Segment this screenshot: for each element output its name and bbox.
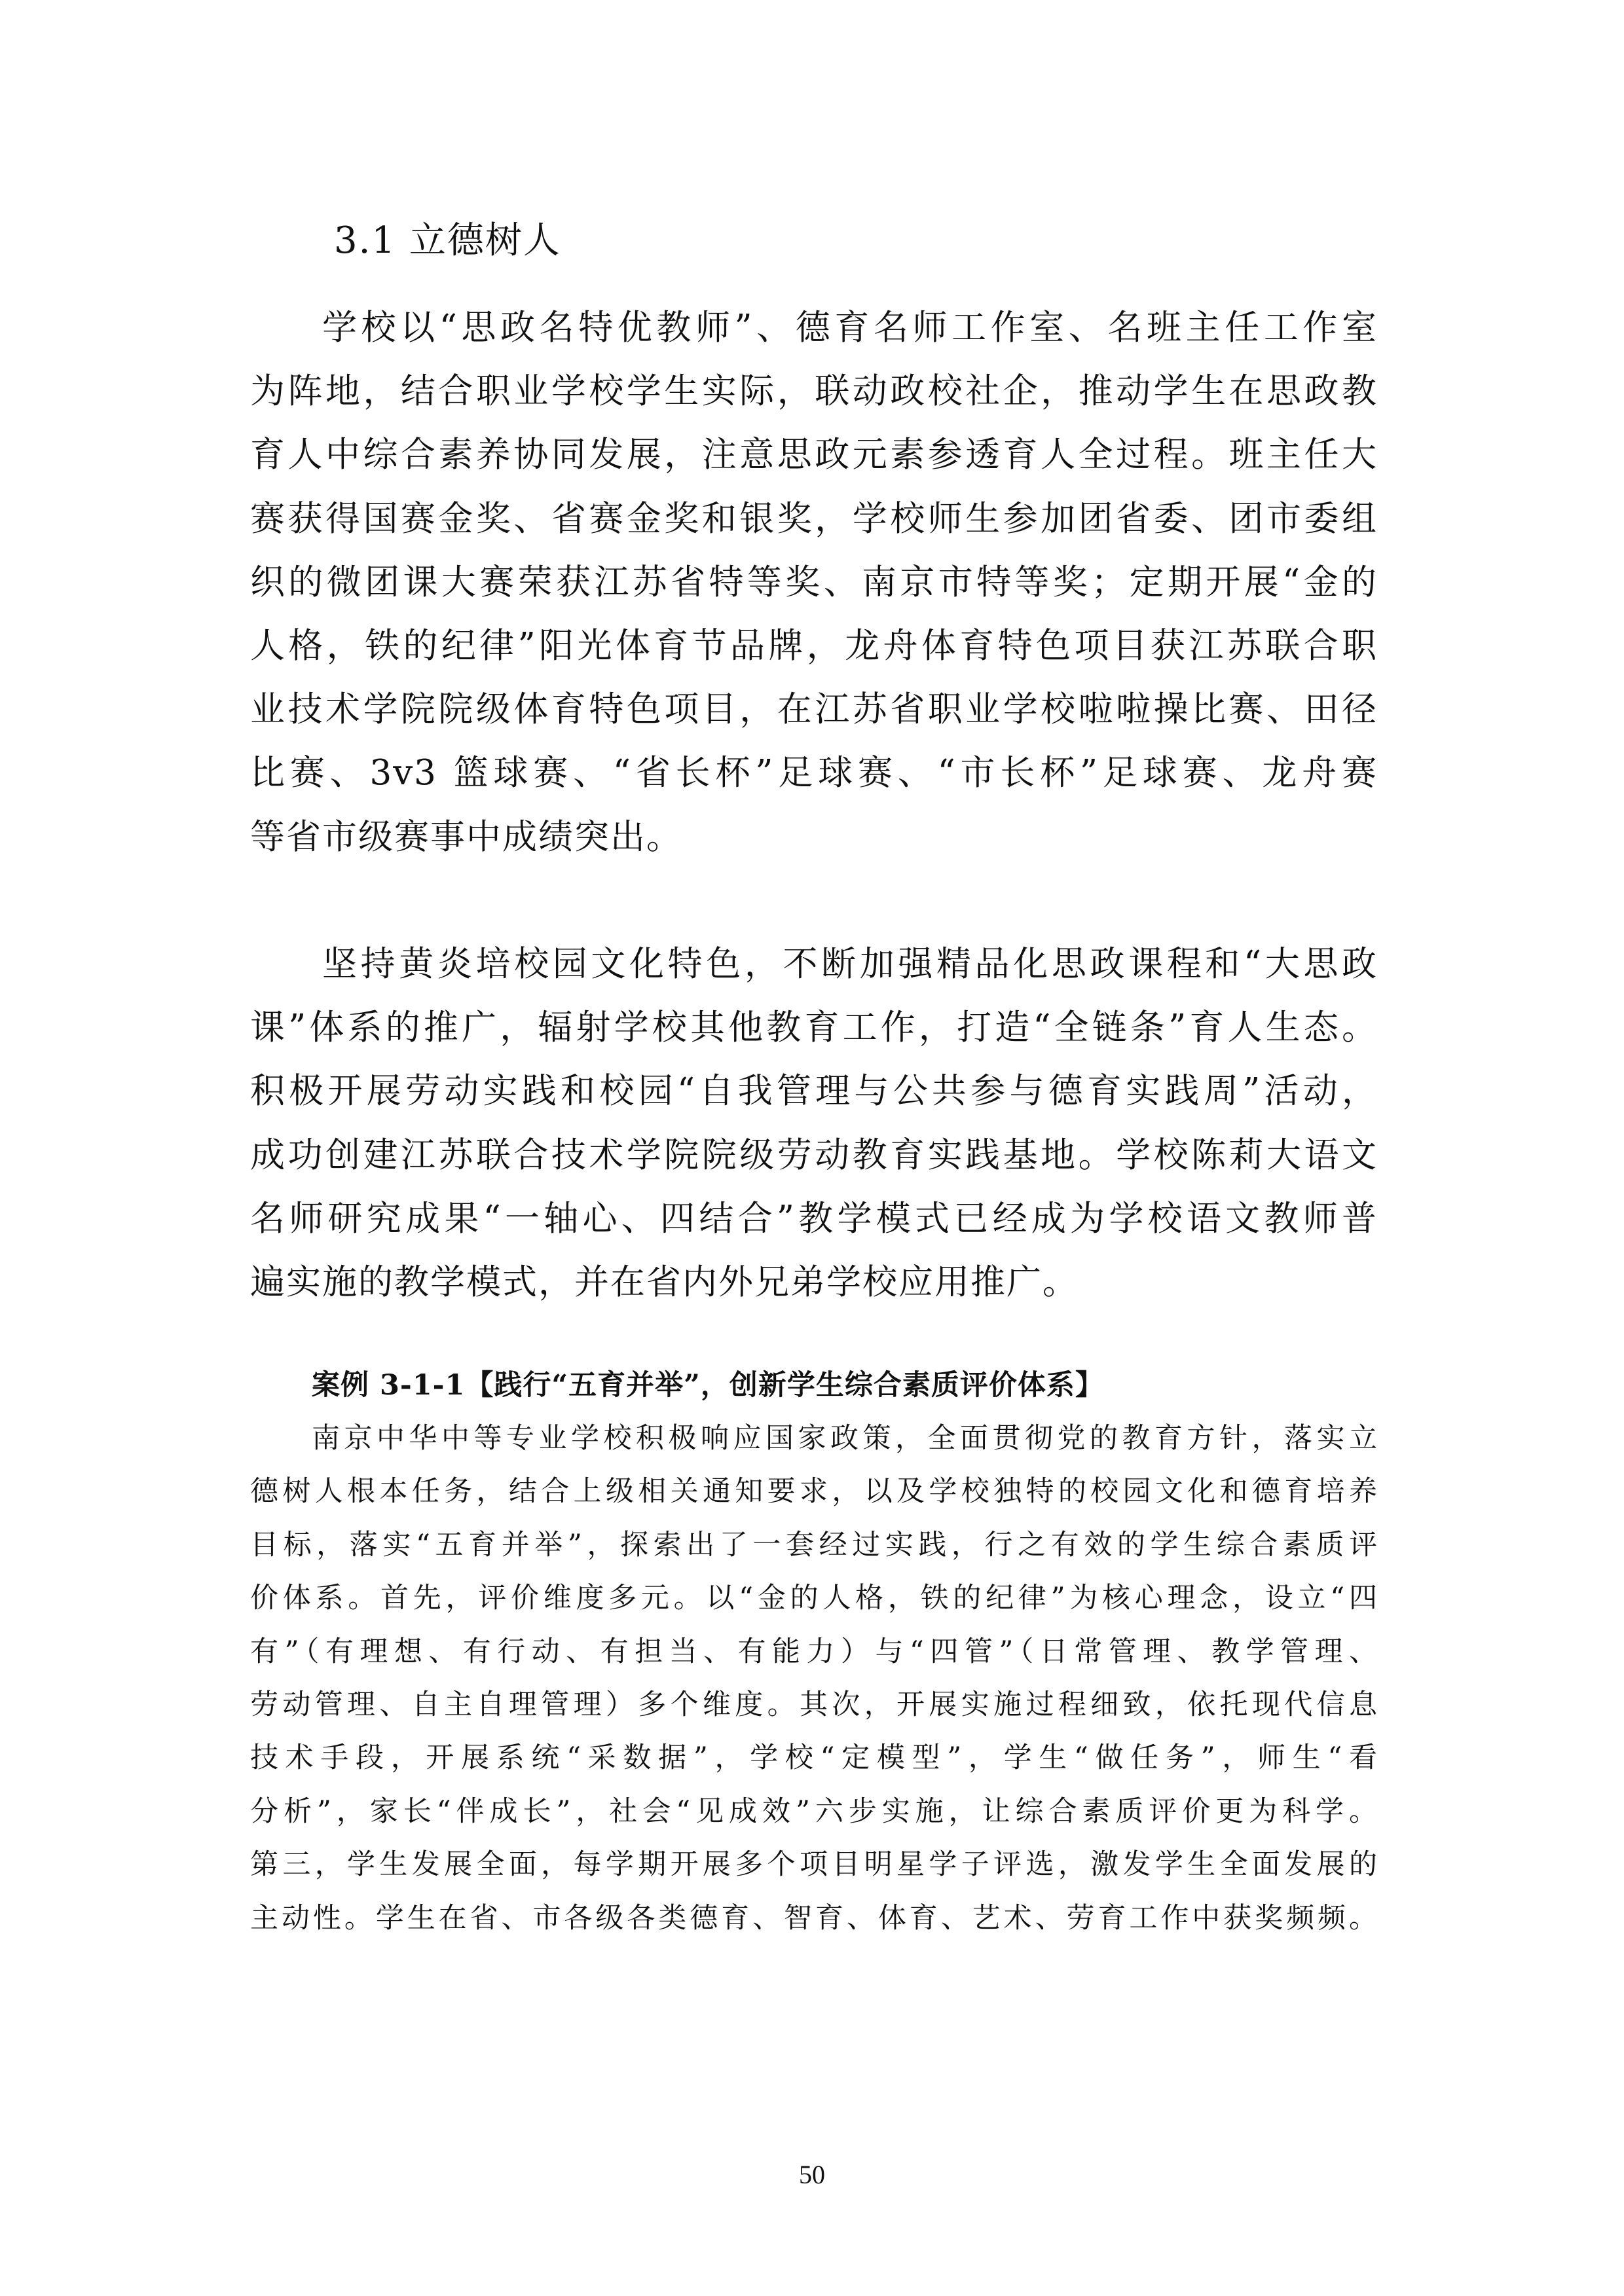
paragraph-line: 等省市级赛事中成绩突出。 [250, 816, 682, 857]
case-study-title: 案例 3-1-1【践行“五育并举”，创新学生综合素质评价体系】 [312, 1369, 1104, 1402]
case-line: 南京中华中等专业学校积极响应国家政策，全面贯彻党的教育方针，落实立 [312, 1422, 1378, 1455]
paragraph-2 [250, 932, 1378, 1314]
paragraph-line: 织的微团课大赛荣获江苏省特等奖、南京市特等奖；定期开展“金的 [250, 562, 1378, 602]
case-line: 第三，学生发展全面，每学期开展多个项目明星学子评选，激发学生全面发展的 [250, 1848, 1378, 1882]
case-line: 劳动管理、自主自理管理）多个维度。其次，开展实施过程细致，依托现代信息 [250, 1688, 1378, 1721]
paragraph-line: 遍实施的教学模式，并在省内外兄弟学校应用推广。 [250, 1262, 1079, 1302]
paragraph-line: 为阵地，结合职业学校学生实际，联动政校社企，推动学生在思政教 [250, 371, 1378, 412]
paragraph-line: 育人中综合素养协同发展，注意思政元素参透育人全过程。班主任大 [250, 435, 1378, 475]
case-line: 有”（有理想、有行动、有担当、有能力）与“四管”（日常管理、教学管理、 [250, 1635, 1378, 1668]
paragraph-line: 坚持黄炎培校园文化特色，不断加强精品化思政课程和“大思政 [322, 944, 1378, 984]
paragraph-line: 名师研究成果“一轴心、四结合”教学模式已经成为学校语文教师普 [250, 1198, 1378, 1239]
page-number: 50 [799, 2160, 825, 2189]
paragraph-line: 比赛、3v3 篮球赛、“省长杯”足球赛、“市长杯”足球赛、龙舟赛 [250, 753, 1378, 793]
section-heading: 3.1 立德树人 [334, 219, 561, 262]
case-line: 技术手段，开展系统“采数据”，学校“定模型”，学生“做任务”，师生“看 [250, 1741, 1378, 1775]
paragraph-line: 赛获得国赛金奖、省赛金奖和银奖，学校师生参加团省委、团市委组 [250, 498, 1378, 539]
case-line: 主动性。学生在省、市各级各类德育、智育、体育、艺术、劳育工作中获奖频频。 [250, 1901, 1378, 1935]
paragraph-line: 积极开展劳动实践和校园“自我管理与公共参与德育实践周”活动， [250, 1071, 1378, 1112]
paragraph-1 [250, 296, 1378, 869]
case-line: 德树人根本任务，结合上级相关通知要求，以及学校独特的校园文化和德育培养 [250, 1475, 1378, 1508]
case-line: 分析”，家长“伴成长”，社会“见成效”六步实施，让综合素质评价更为科学。 [250, 1795, 1378, 1828]
paragraph-line: 学校以“思政名特优教师”、德育名师工作室、名班主任工作室 [322, 308, 1378, 348]
case-line: 价体系。首先，评价维度多元。以“金的人格，铁的纪律”为核心理念，设立“四 [250, 1582, 1378, 1615]
paragraph-line: 人格，铁的纪律”阳光体育节品牌，龙舟体育特色项目获江苏联合职 [250, 625, 1378, 666]
case-line: 目标，落实“五育并举”，探索出了一套经过实践，行之有效的学生综合素质评 [250, 1528, 1378, 1561]
case-study-body [250, 1412, 1378, 1945]
paragraph-line: 业技术学院院级体育特色项目，在江苏省职业学校啦啦操比赛、田径 [250, 689, 1378, 730]
paragraph-line: 课”体系的推广，辐射学校其他教育工作，打造“全链条”育人生态。 [250, 1008, 1378, 1048]
paragraph-line: 成功创建江苏联合技术学院院级劳动教育实践基地。学校陈莉大语文 [250, 1135, 1378, 1175]
